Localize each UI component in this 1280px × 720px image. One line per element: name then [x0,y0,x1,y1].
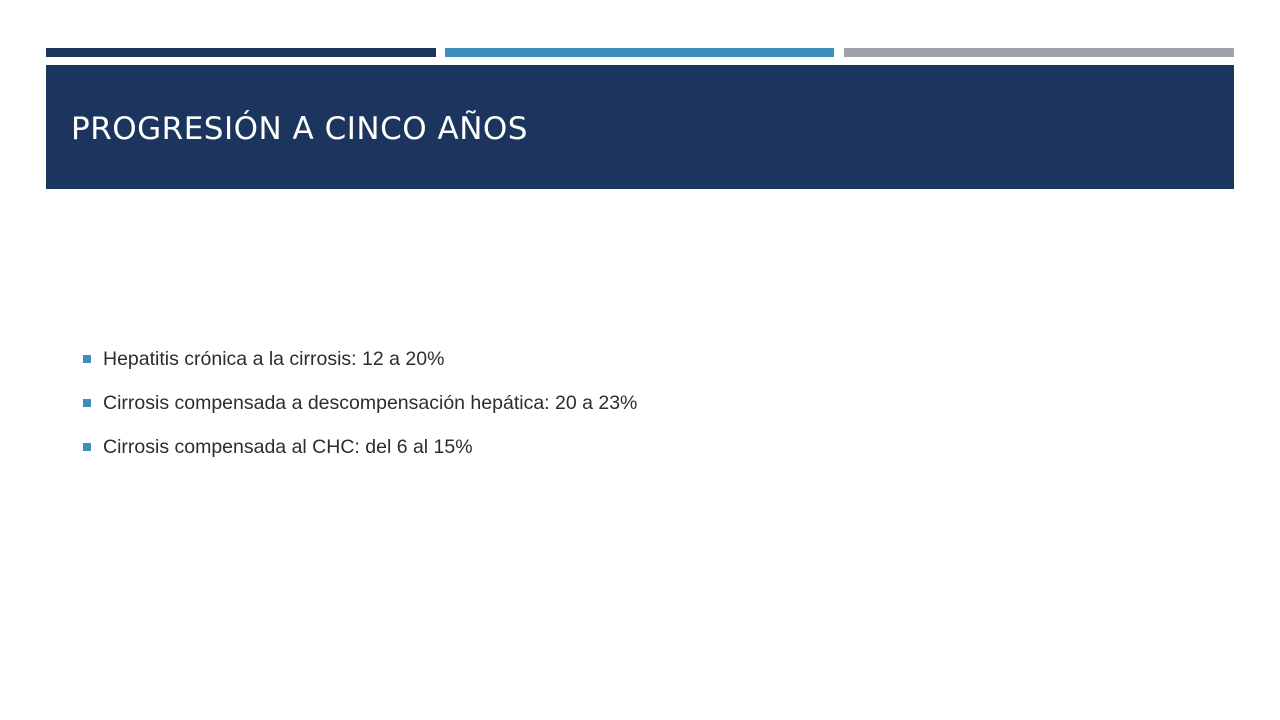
bullet-list [80,343,637,475]
bullet-text: Cirrosis compensada a descompensación hepática: 20 a 23% [103,392,638,414]
accent-bar-navy [46,48,436,57]
bullet-text: Cirrosis compensada al CHC: del 6 al 15% [103,436,473,458]
square-bullet-icon [83,399,91,407]
title-band [46,65,1234,189]
accent-bar-blue [445,48,834,57]
bullet-item [80,387,637,431]
bullet-text: Hepatitis crónica a la cirrosis: 12 a 20% [103,348,445,370]
bullet-item [80,343,637,387]
bullet-item [80,431,637,475]
square-bullet-icon [83,443,91,451]
slide-title: PROGRESIÓN A CINCO AÑOS [71,111,528,147]
accent-bar-gray [844,48,1234,57]
square-bullet-icon [83,355,91,363]
